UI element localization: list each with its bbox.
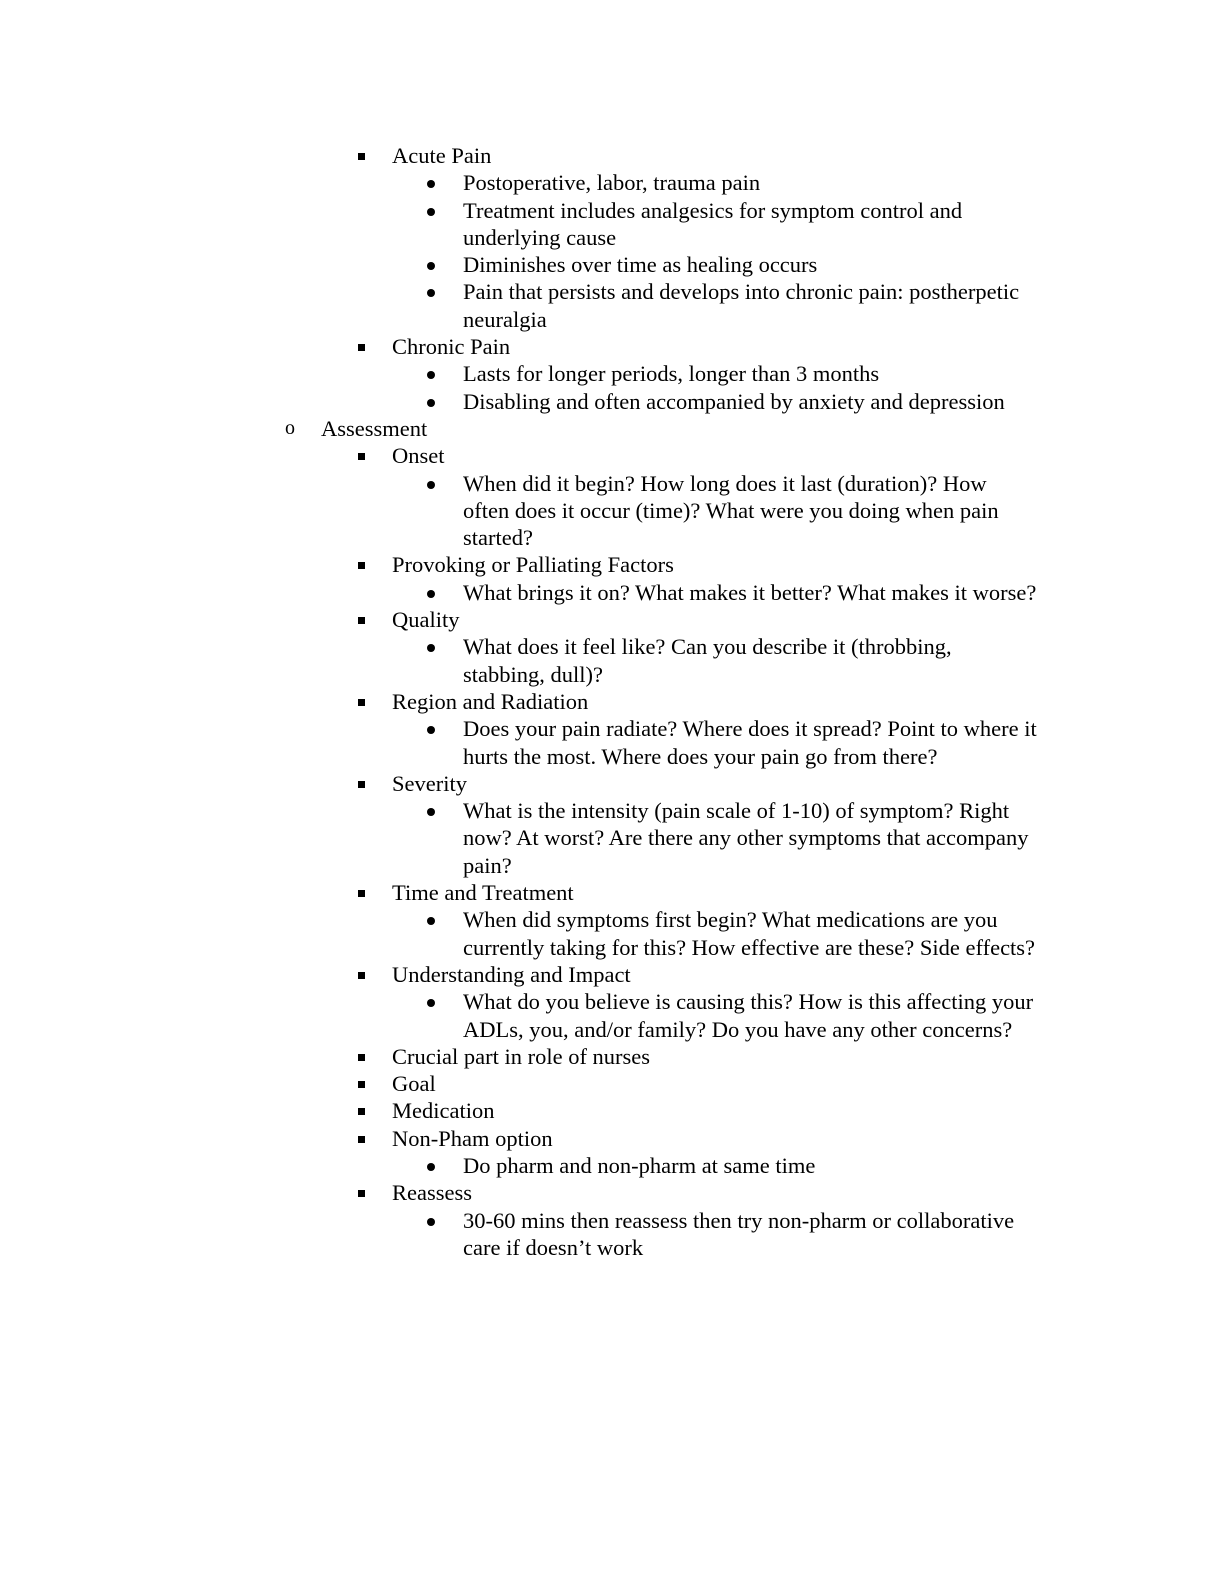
- round-bullet-icon: [425, 1207, 436, 1234]
- outline-text: Goal: [392, 1071, 436, 1097]
- square-bullet-icon: [356, 333, 367, 360]
- outline-text: What does it feel like? Can you describe it (throbbing, stabbing, dull)?: [463, 634, 952, 687]
- round-bullet-icon: [425, 470, 436, 497]
- outline-item: [0, 1179, 1224, 1206]
- outline-text: Severity: [392, 770, 467, 796]
- outline-heading: [0, 415, 1224, 442]
- outline-text: What brings it on? What makes it better? What makes it worse?: [463, 579, 1037, 605]
- round-bullet-icon: [425, 197, 436, 224]
- outline-text: Disabling and often accompanied by anxiety and depression: [463, 388, 1005, 414]
- square-bullet-icon: [356, 606, 367, 633]
- outline-item: [0, 688, 1224, 715]
- outline-item: [0, 442, 1224, 469]
- outline-item: [0, 1125, 1224, 1152]
- outline-text: What is the intensity (pain scale of 1-10) of symptom? Right now? At worst? Are there any other symptoms that accompany pain?: [463, 798, 1029, 878]
- round-bullet-icon: [425, 251, 436, 278]
- round-bullet-icon: [425, 1152, 436, 1179]
- square-bullet-icon: [356, 142, 367, 169]
- outline-subitem: [0, 1152, 1224, 1179]
- outline-subitem: [0, 1207, 1224, 1262]
- outline-text: Crucial part in role of nurses: [392, 1043, 651, 1069]
- outline-subitem: [0, 251, 1224, 278]
- square-bullet-icon: [356, 1070, 367, 1097]
- square-bullet-icon: [356, 1097, 367, 1124]
- square-bullet-icon: [356, 1043, 367, 1070]
- square-bullet-icon: [356, 1179, 367, 1206]
- square-bullet-icon: [356, 442, 367, 469]
- outline-text: Lasts for longer periods, longer than 3 months: [463, 361, 880, 387]
- outline-text: Chronic Pain: [392, 334, 511, 360]
- square-bullet-icon: [356, 1125, 367, 1152]
- round-bullet-icon: [425, 388, 436, 415]
- round-bullet-icon: [425, 579, 436, 606]
- outline-text: What do you believe is causing this? How is this affecting your ADLs, you, and/or family? Do you have any other concerns?: [463, 989, 1034, 1042]
- outline-item: [0, 142, 1224, 169]
- outline-text: Medication: [392, 1098, 495, 1124]
- outline-text: Do pharm and non-pharm at same time: [463, 1152, 816, 1178]
- outline-text: Acute Pain: [392, 143, 492, 168]
- outline-item: [0, 879, 1224, 906]
- outline-subitem: [0, 197, 1224, 252]
- outline-text: Does your pain radiate? Where does it spread? Point to where it hurts the most. Where does your pain go from there?: [463, 716, 1037, 769]
- outline-subitem: [0, 360, 1224, 387]
- outline-subitem: [0, 633, 1224, 688]
- outline-text: Pain that persists and develops into chronic pain: postherpetic neuralgia: [463, 279, 1020, 332]
- outline-text: Provoking or Palliating Factors: [392, 552, 674, 578]
- round-bullet-icon: [425, 278, 436, 305]
- hollow-circle-bullet-icon: o: [285, 416, 295, 439]
- outline-item: [0, 606, 1224, 633]
- outline-subitem: [0, 715, 1224, 770]
- outline-text: 30-60 mins then reassess then try non-pharm or collaborative care if doesn’t work: [463, 1207, 1015, 1260]
- outline-text: Onset: [392, 443, 445, 469]
- outline-subitem: [0, 278, 1224, 333]
- outline-text: Assessment: [321, 415, 428, 441]
- round-bullet-icon: [425, 988, 436, 1015]
- square-bullet-icon: [356, 879, 367, 906]
- outline-subitem: [0, 470, 1224, 552]
- square-bullet-icon: [356, 961, 367, 988]
- outline-item: [0, 333, 1224, 360]
- outline-item: [0, 1097, 1224, 1124]
- round-bullet-icon: [425, 797, 436, 824]
- outline-subitem: [0, 988, 1224, 1043]
- outline-subitem: [0, 579, 1224, 606]
- outline-item: [0, 770, 1224, 797]
- outline-subitem: [0, 169, 1224, 196]
- square-bullet-icon: [356, 770, 367, 797]
- outline-text: When did symptoms first begin? What medications are you currently taking for this? How effective are these? Side effects?: [463, 907, 1036, 960]
- outline-item: [0, 1070, 1224, 1097]
- outline-text: Understanding and Impact: [392, 961, 631, 987]
- outline-text: Reassess: [392, 1180, 472, 1206]
- outline-subitem: [0, 797, 1224, 879]
- outline-list: [0, 142, 1224, 1261]
- round-bullet-icon: [425, 360, 436, 387]
- outline-text: Postoperative, labor, trauma pain: [463, 170, 761, 196]
- outline-text: Treatment includes analgesics for symptom control and underlying cause: [463, 197, 963, 250]
- outline-text: Quality: [392, 607, 460, 633]
- outline-item: [0, 1043, 1224, 1070]
- outline-text: Region and Radiation: [392, 688, 589, 714]
- square-bullet-icon: [356, 551, 367, 578]
- outline-text: Diminishes over time as healing occurs: [463, 252, 818, 278]
- outline-text: Time and Treatment: [392, 880, 574, 906]
- round-bullet-icon: [425, 169, 436, 196]
- round-bullet-icon: [425, 715, 436, 742]
- outline-text: Non-Pham option: [392, 1125, 553, 1151]
- outline-subitem: [0, 906, 1224, 961]
- round-bullet-icon: [425, 906, 436, 933]
- outline-subitem: [0, 388, 1224, 415]
- outline-item: [0, 961, 1224, 988]
- square-bullet-icon: [356, 688, 367, 715]
- outline-item: [0, 551, 1224, 578]
- round-bullet-icon: [425, 633, 436, 660]
- outline-text: When did it begin? How long does it last (duration)? How often does it occur (time)? What were you doing when pain started?: [463, 470, 999, 551]
